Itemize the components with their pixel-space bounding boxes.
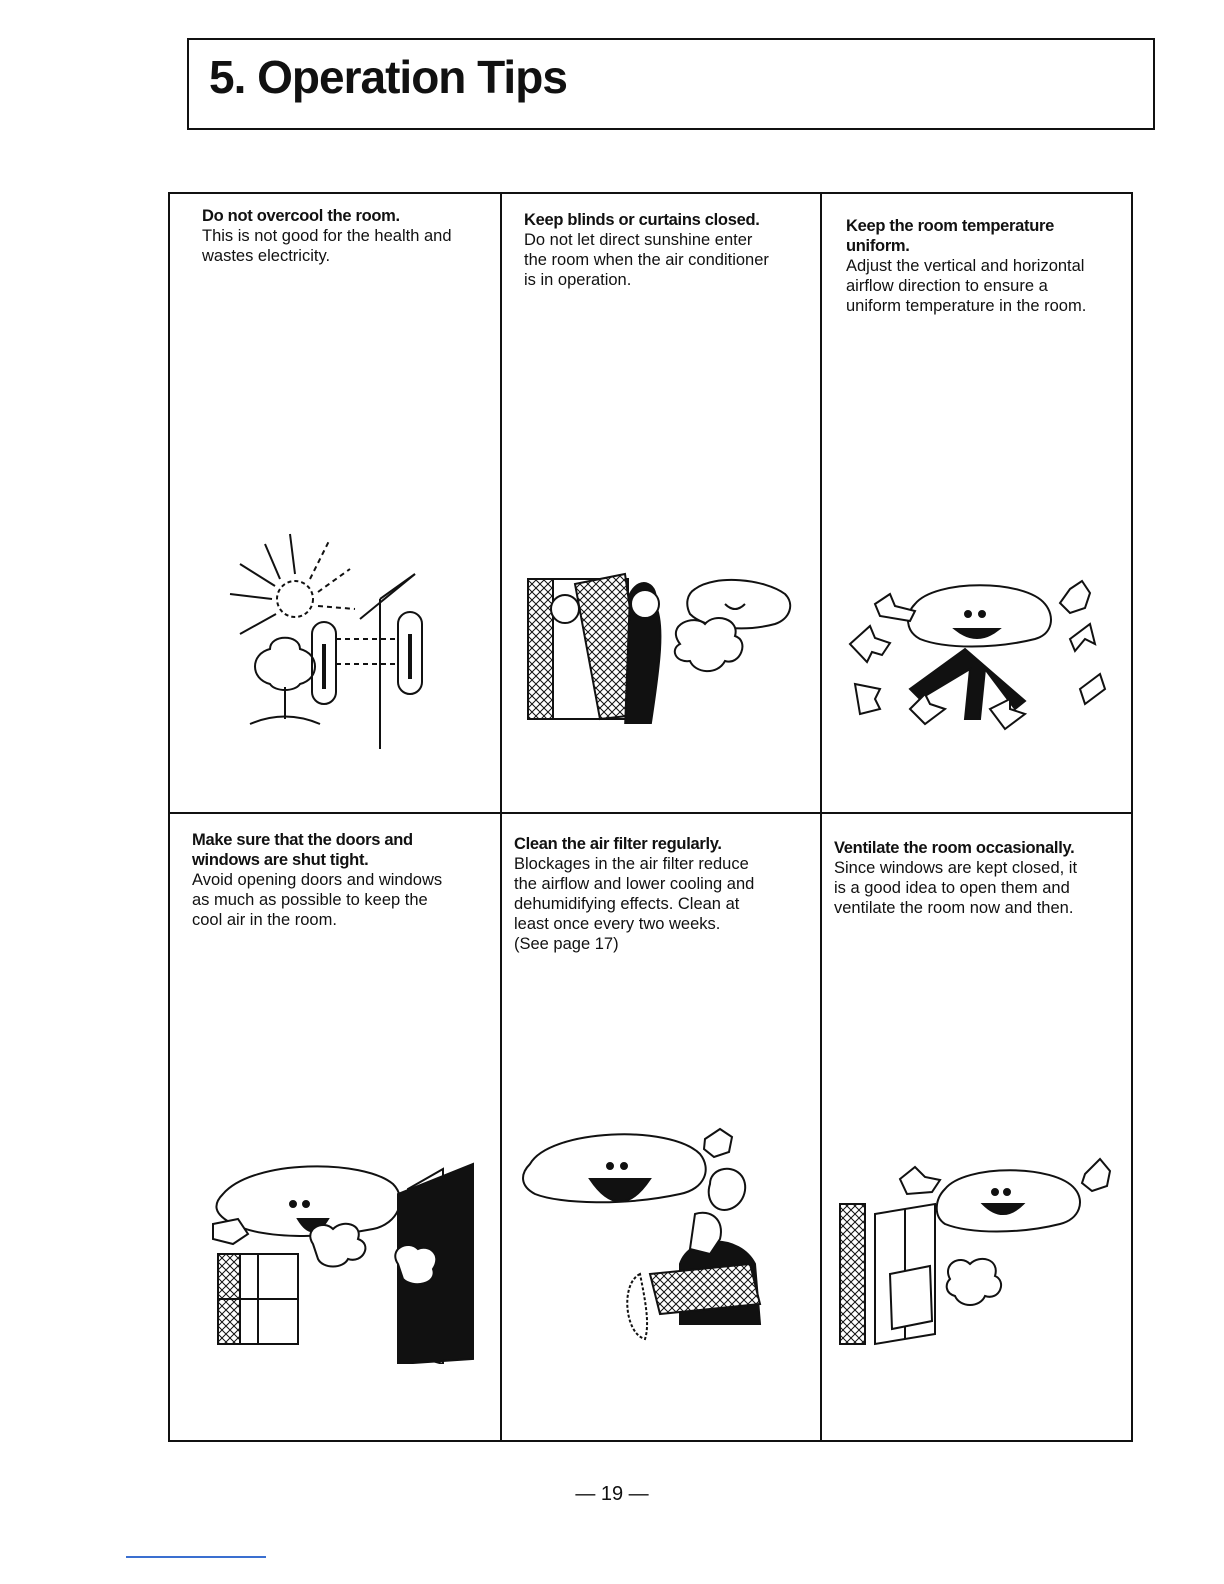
tip-text: as much as possible to keep the: [192, 891, 428, 909]
tip-text: ventilate the room now and then.: [834, 899, 1074, 917]
tip-text: the airflow and lower cooling and: [514, 875, 755, 893]
tip-text: uniform temperature in the room.: [846, 297, 1087, 315]
page-title: 5. Operation Tips: [209, 51, 567, 103]
grid-divider: [170, 812, 1133, 814]
tip-text: least once every two weeks.: [514, 915, 721, 933]
tip-title: Ventilate the room occasionally.: [834, 839, 1075, 857]
grid-divider: [500, 194, 502, 1442]
tip-overcool: [202, 206, 497, 266]
tip-title: Make sure that the doors and: [192, 831, 413, 849]
tip-title: windows are shut tight.: [192, 851, 369, 869]
tip-text: This is not good for the health and: [202, 227, 452, 245]
tip-title: Do not overcool the room.: [202, 207, 400, 225]
ventilation-window-illustration: [835, 1154, 1125, 1354]
tip-text: cool air in the room.: [192, 911, 337, 929]
open-door-illustration: [198, 1154, 478, 1364]
tips-grid: [168, 192, 1133, 1442]
tip-text: Blockages in the air filter reduce: [514, 855, 749, 873]
tip-title: uniform.: [846, 237, 910, 255]
tip-text: is in operation.: [524, 271, 632, 289]
tip-text: airflow direction to ensure a: [846, 277, 1048, 295]
tip-text: Since windows are kept closed, it: [834, 859, 1078, 877]
curtain-window-illustration: [520, 564, 800, 724]
tip-clean-filter: [514, 834, 816, 954]
tip-text: (See page 17): [514, 935, 619, 953]
tip-text: is a good idea to open them and: [834, 879, 1070, 897]
page-title-box: [187, 38, 1155, 130]
tip-ventilate: [834, 838, 1131, 918]
tip-title: Keep blinds or curtains closed.: [524, 211, 760, 229]
tip-text: Avoid opening doors and windows: [192, 871, 443, 889]
tip-text: Do not let direct sunshine enter: [524, 231, 753, 249]
page-number: — 19 —: [575, 1483, 649, 1505]
airflow-arrows-illustration: [840, 574, 1120, 734]
tip-text: Adjust the vertical and horizontal: [846, 257, 1085, 275]
footer-rule: [126, 1556, 266, 1558]
grid-divider: [820, 194, 822, 1442]
tip-text: wastes electricity.: [202, 247, 331, 265]
tip-text: dehumidifying effects. Clean at: [514, 895, 740, 913]
tip-title: Keep the room temperature: [846, 217, 1054, 235]
tip-title: Clean the air filter regularly.: [514, 835, 722, 853]
tip-shut-doors: [192, 830, 497, 930]
sun-thermometer-illustration: [210, 524, 460, 754]
filter-cleaning-illustration: [520, 1124, 810, 1364]
tip-uniform-temperature: [846, 216, 1131, 316]
tip-text: the room when the air conditioner: [524, 251, 769, 269]
tip-blinds: [524, 210, 816, 290]
